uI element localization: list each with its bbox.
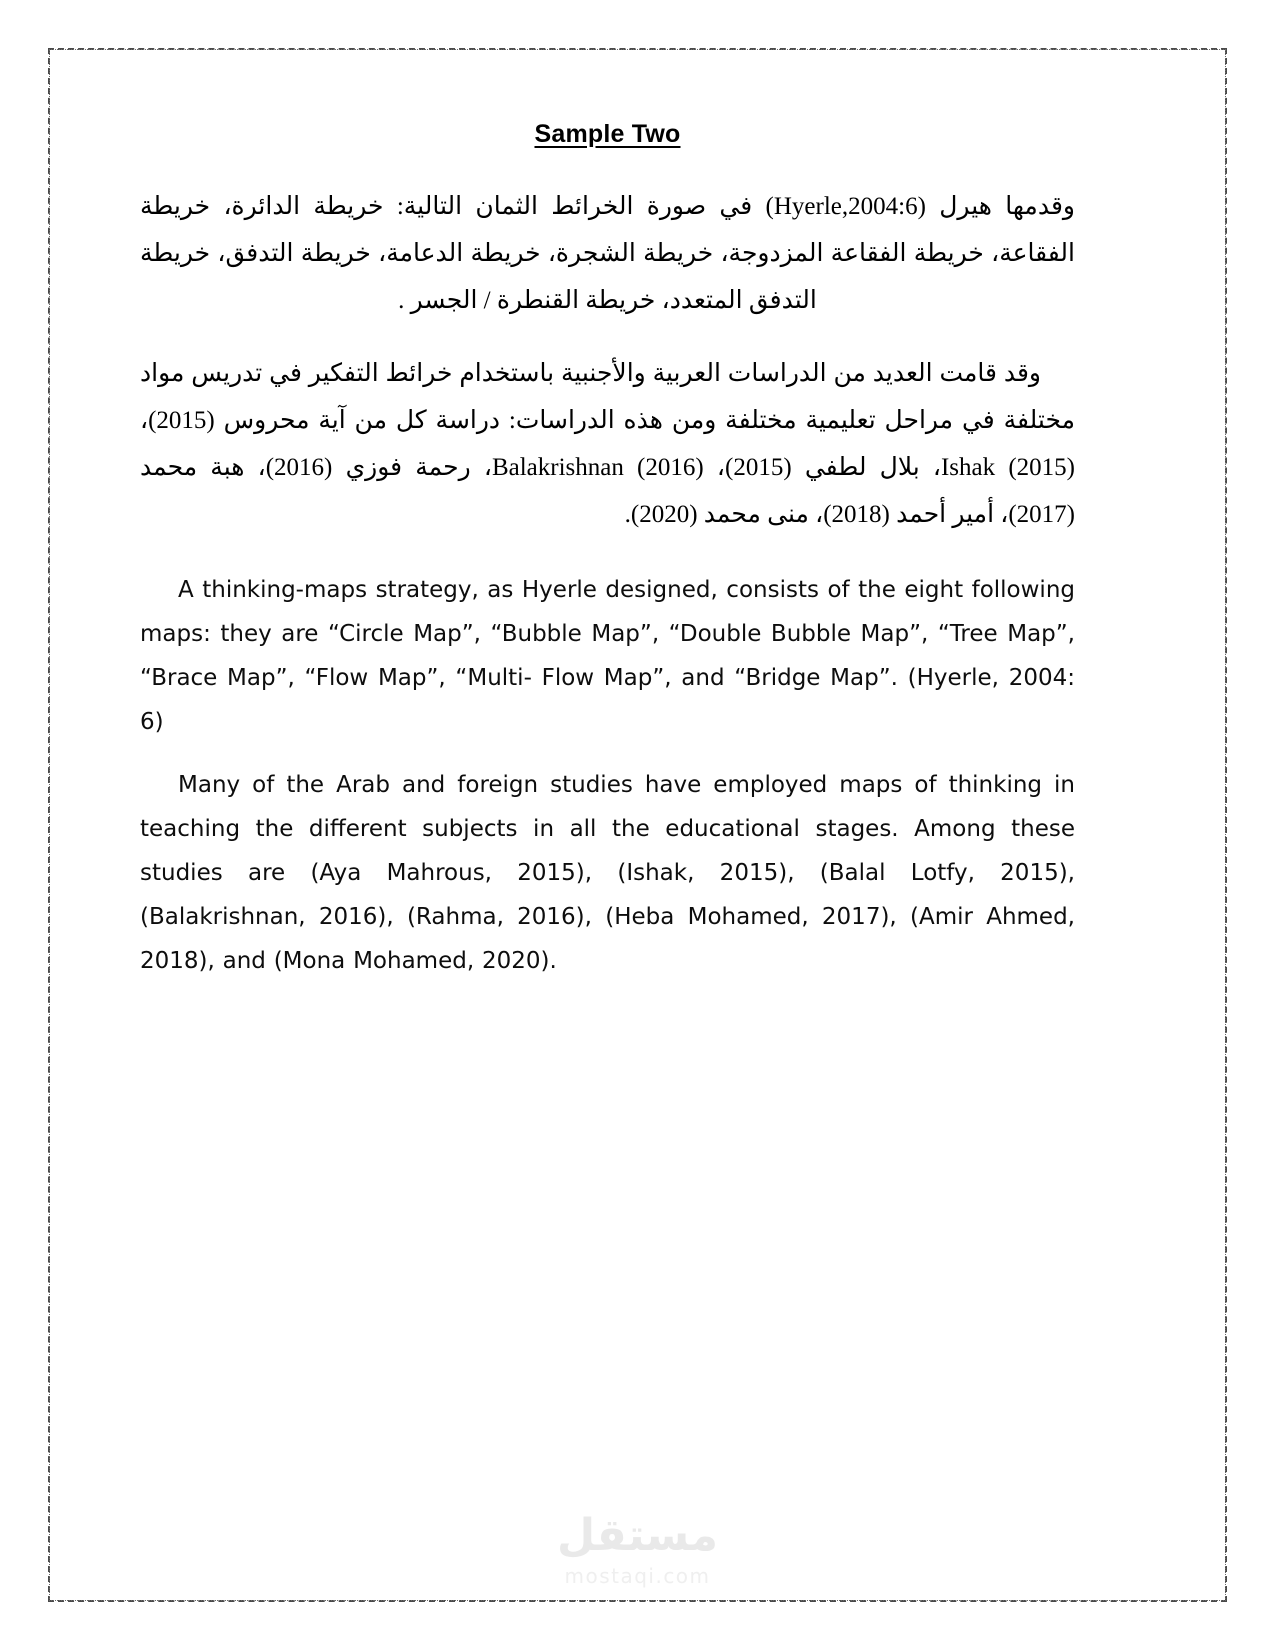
arabic-paragraph-2: وقد قامت العديد من الدراسات العربية والأجنبية باستخدام خرائط التفكير في تدريس مواد مختلفة في مراحل تعليمية مختلفة ومن هذه الدراسات: دراسة كل من آية محروس (2015)، (2015) Ishak، بلال لطفي (2015)، (2016) Balakrishnan، رحمة فوزي (2016)، هبة محمد (2017)، أمير أحمد (2018)، منى محمد (2020). xyxy=(140,360,1075,528)
english-paragraph-2: Many of the Arab and foreign studies have employed maps of thinking in teaching the different subjects in all the educational stages. Among these studies are (Aya Mahrous, 2015), (Ishak, 2015), (Balal Lotfy, 2015), (Balakrishnan, 2016), (Rahma, 2016), (Heba Mohamed, 2017), (Amir Ahmed, 2018), and (Mona Mohamed, 2020). xyxy=(140,771,1075,975)
page-title-text: Sample Two xyxy=(534,120,681,148)
arabic-paragraph-1: وقدمها هيرل (Hyerle,2004:6) في صورة الخرائط الثمان التالية: خريطة الدائرة، خريطة الفقاعة، خريطة الفقاعة المزدوجة، خريطة الشجرة، خريطة الدعامة، خريطة التدفق، خريطة التدفق المتعدد، خريطة القنطرة / الجسر . xyxy=(140,193,1075,314)
document-content xyxy=(140,120,1075,983)
watermark xyxy=(0,1510,1275,1588)
watermark-domain-text: mostaqi.com xyxy=(564,1564,711,1588)
page-title xyxy=(140,120,1075,149)
watermark-logo-text: مستقل xyxy=(557,1510,718,1561)
english-section xyxy=(140,568,1075,983)
english-paragraph-1: A thinking-maps strategy, as Hyerle designed, consists of the eight following maps: they are “Circle Map”, “Bubble Map”, “Double Bubble Map”, “Tree Map”, “Brace Map”, “Flow Map”, “Multi- Flow Map”, and “Bridge Map”. (Hyerle, 2004: 6) xyxy=(140,577,1075,736)
